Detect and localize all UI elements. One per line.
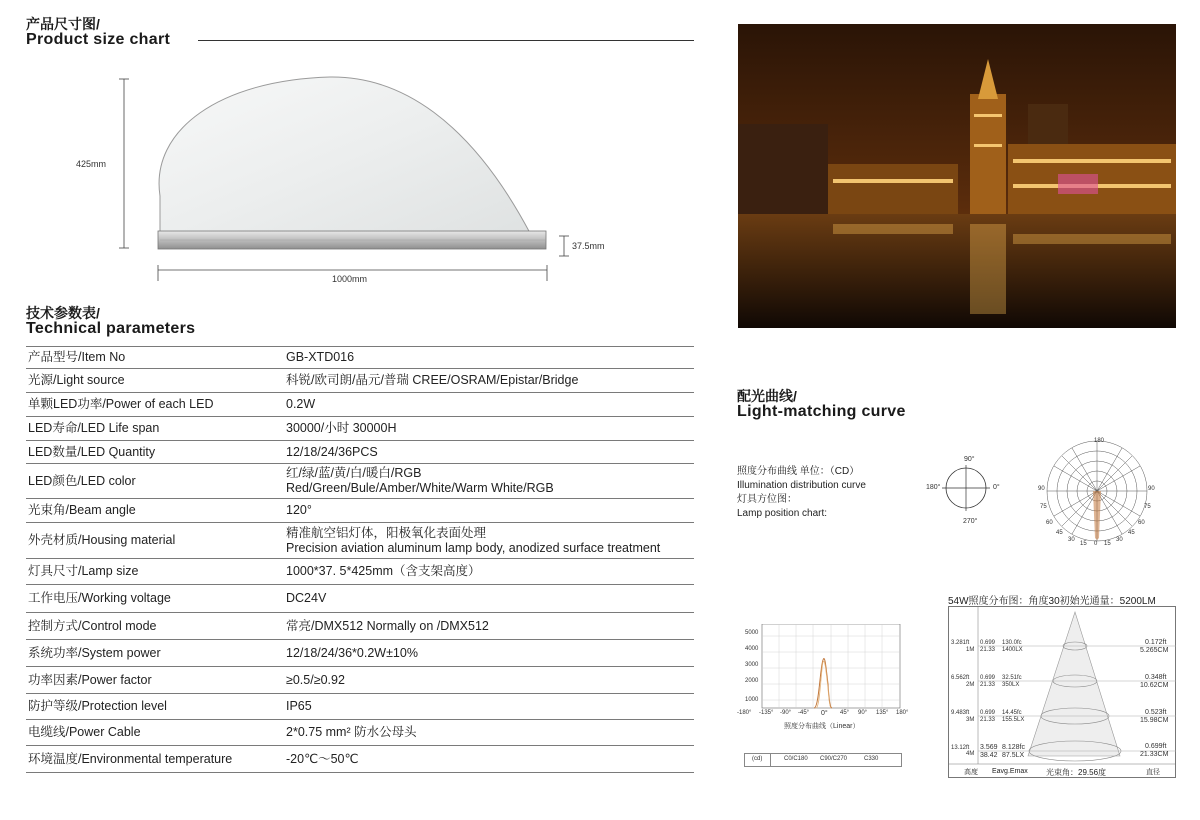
beam-row-d2: 5.265CM	[1140, 647, 1169, 654]
linear-curve-chart	[744, 624, 902, 710]
beam-row-b1: 8.128fc	[1002, 744, 1025, 751]
beam-row-b2: 350LX	[1002, 682, 1020, 688]
polar-tick: 0	[1094, 541, 1098, 547]
polar-tick: 75	[1040, 504, 1047, 510]
glass-panel	[159, 77, 530, 233]
compass-right: 0°	[993, 484, 1000, 491]
linear-x-tick: 45°	[840, 710, 850, 716]
param-label: 光束角/Beam angle	[26, 499, 282, 523]
polar-tick: 30	[1068, 537, 1075, 543]
param-label: 控制方式/Control mode	[26, 613, 282, 640]
linear-x-tick: 180°	[896, 710, 909, 716]
param-value: 红/绿/蓝/黄/白/暖白/RGB Red/Green/Bule/Amber/White/Warm White/RGB	[282, 464, 694, 499]
param-row	[26, 585, 694, 613]
linear-x-tick: -45°	[798, 710, 810, 716]
param-value: IP65	[282, 694, 694, 720]
legend-item: C0/C180	[784, 756, 808, 762]
param-label: 外壳材质/Housing material	[26, 523, 282, 559]
tech-title-en: Technical parameters	[26, 320, 196, 337]
curve-description: 照度分布曲线 单位：（CD） Illumination distribution curve 灯具方位图： Lamp position chart:	[737, 466, 866, 519]
param-row	[26, 441, 694, 464]
polar-tick: 30	[1116, 537, 1123, 543]
param-row	[26, 720, 694, 746]
height-label: 425mm	[76, 159, 107, 169]
param-label: 防护等级/Protection level	[26, 694, 282, 720]
param-row	[26, 613, 694, 640]
legend-item: C330	[864, 756, 879, 762]
lamp-drawing	[0, 0, 700, 300]
beam-row-m: 2M	[966, 682, 975, 688]
profile-label: 37.5mm	[572, 241, 605, 251]
polar-tick: 45	[1056, 530, 1063, 536]
beam-row-m: 3M	[966, 717, 975, 723]
linear-caption: 照度分布曲线（Linear）	[784, 723, 860, 730]
night-city-photo	[738, 24, 1176, 328]
param-label: 单颗LED功率/Power of each LED	[26, 393, 282, 417]
param-label: 系统功率/System power	[26, 640, 282, 667]
param-row	[26, 499, 694, 523]
param-label: 环境温度/Environmental temperature	[26, 746, 282, 773]
beam-title: 54W照度分布图：角度30初始光通量：5200LM	[948, 596, 1156, 607]
beam-row-m: 1M	[966, 647, 975, 653]
param-row	[26, 417, 694, 441]
param-label: 电缆线/Power Cable	[26, 720, 282, 746]
param-row	[26, 640, 694, 667]
curve-title-cn: 配光曲线/	[737, 388, 797, 404]
polar-top-label: 180	[1094, 438, 1105, 444]
param-row	[26, 559, 694, 585]
param-label: LED寿命/LED Life span	[26, 417, 282, 441]
linear-x-tick: 135°	[876, 710, 889, 716]
param-row	[26, 667, 694, 694]
param-row	[26, 464, 694, 499]
linear-y-tick: 5000	[745, 630, 759, 636]
param-value: 30000/小时 30000H	[282, 417, 694, 441]
beam-row-d2: 10.62CM	[1140, 682, 1169, 689]
linear-x-tick: 90°	[858, 710, 868, 716]
param-label: 产品型号/Item No	[26, 347, 282, 369]
polar-tick: 15	[1080, 541, 1087, 547]
legend-item: C90/C270	[820, 756, 848, 762]
param-value: 2*0.75 mm² 防水公母头	[282, 720, 694, 746]
beam-row-ft: 9.483ft	[951, 710, 970, 716]
param-row	[26, 523, 694, 559]
beam-row-d2: 15.98CM	[1140, 717, 1169, 724]
param-value: -20℃～50℃	[282, 746, 694, 773]
beam-row-a1: 0.699	[980, 675, 996, 681]
beam-row-a2: 21.33	[980, 682, 996, 688]
polar-curve-chart	[1035, 438, 1165, 550]
polar-tick: 15	[1104, 541, 1111, 547]
param-value: 常亮/DMX512 Normally on /DMX512	[282, 613, 694, 640]
beam-footer-diameter: 直径	[1146, 769, 1160, 776]
polar-tick: 60	[1046, 520, 1053, 526]
polar-tick: 90	[1148, 486, 1155, 492]
param-value: 精准航空铝灯体，阳极氧化表面处理 Precision aviation aluminum lamp body, anodized surface treatment	[282, 523, 694, 559]
linear-x-tick: -90°	[780, 710, 792, 716]
compass-top: 90°	[964, 456, 975, 463]
beam-row-d1: 0.172ft	[1145, 639, 1167, 646]
parameter-table	[26, 346, 694, 773]
param-value: 120°	[282, 499, 694, 523]
param-label: 功率因素/Power factor	[26, 667, 282, 694]
param-value: 科锐/欧司朗/晶元/普瑞 CREE/OSRAM/Epistar/Bridge	[282, 369, 694, 393]
beam-row-b1: 130.0fc	[1002, 640, 1022, 646]
beam-row-d2: 21.33CM	[1140, 751, 1169, 758]
param-value: 12/18/24/36*0.2W±10%	[282, 640, 694, 667]
legend-unit: (cd)	[752, 756, 763, 762]
compass-bottom: 270°	[963, 518, 978, 525]
beam-row-m: 4M	[966, 751, 975, 757]
param-value: 1000*37. 5*425mm（含支架高度）	[282, 559, 694, 585]
linear-x-tick: -135°	[759, 710, 774, 716]
param-label: LED数量/LED Quantity	[26, 441, 282, 464]
beam-row-b1: 14.45fc	[1002, 710, 1022, 716]
beam-row-b2: 155.5LX	[1002, 717, 1025, 723]
param-row	[26, 393, 694, 417]
tech-title-cn: 技术参数表/	[26, 305, 100, 321]
param-value: ≥0.5/≥0.92	[282, 667, 694, 694]
size-chart-title-en: Product size chart	[26, 31, 171, 48]
beam-row-a1: 3.569	[980, 744, 998, 751]
param-row	[26, 347, 694, 369]
linear-y-tick: 3000	[745, 662, 759, 668]
linear-y-tick: 2000	[745, 678, 759, 684]
polar-tick: 75	[1144, 504, 1151, 510]
polar-tick: 90	[1038, 486, 1045, 492]
param-row	[26, 694, 694, 720]
beam-row-d1: 0.348ft	[1145, 674, 1167, 681]
width-label: 1000mm	[332, 274, 368, 284]
param-value: 12/18/24/36PCS	[282, 441, 694, 464]
beam-row-b2: 87.5LX	[1002, 752, 1025, 759]
beam-row-ft: 13.12ft	[951, 745, 970, 751]
polar-tick: 60	[1138, 520, 1145, 526]
beam-row-d1: 0.699ft	[1145, 743, 1167, 750]
beam-row-a2: 21.33	[980, 647, 996, 653]
param-value: DC24V	[282, 585, 694, 613]
param-row	[26, 746, 694, 773]
beam-row-d1: 0.523ft	[1145, 709, 1167, 716]
beam-row-b2: 1400LX	[1002, 647, 1023, 653]
beam-footer-height: 高度	[964, 769, 978, 776]
beam-footer-angle: 光束角：29.56度	[1046, 768, 1107, 777]
linear-y-tick: 1000	[745, 697, 759, 703]
linear-x-tick: -180°	[737, 710, 752, 716]
beam-row-b1: 32.51fc	[1002, 675, 1022, 681]
param-label: 工作电压/Working voltage	[26, 585, 282, 613]
param-label: 灯具尺寸/Lamp size	[26, 559, 282, 585]
param-row	[26, 369, 694, 393]
beam-row-a1: 0.699	[980, 710, 996, 716]
param-label: LED颜色/LED color	[26, 464, 282, 499]
beam-row-ft: 6.562ft	[951, 675, 970, 681]
linear-x-tick: 0°	[821, 710, 828, 717]
size-chart-title-cn: 产品尺寸图/	[26, 16, 100, 32]
param-value: 0.2W	[282, 393, 694, 417]
beam-footer-eavg: Eavg.Emax	[992, 768, 1028, 775]
beam-row-a2: 21.33	[980, 717, 996, 723]
curve-title-en: Light-matching curve	[737, 403, 906, 420]
linear-y-tick: 4000	[745, 646, 759, 652]
polar-tick: 45	[1128, 530, 1135, 536]
param-value: GB-XTD016	[282, 347, 694, 369]
beam-row-a1: 0.699	[980, 640, 996, 646]
compass-left: 180°	[926, 484, 941, 491]
beam-row-ft: 3.281ft	[951, 640, 970, 646]
param-label: 光源/Light source	[26, 369, 282, 393]
lamp-position-chart	[924, 455, 1004, 527]
beam-row-a2: 38.42	[980, 752, 998, 759]
